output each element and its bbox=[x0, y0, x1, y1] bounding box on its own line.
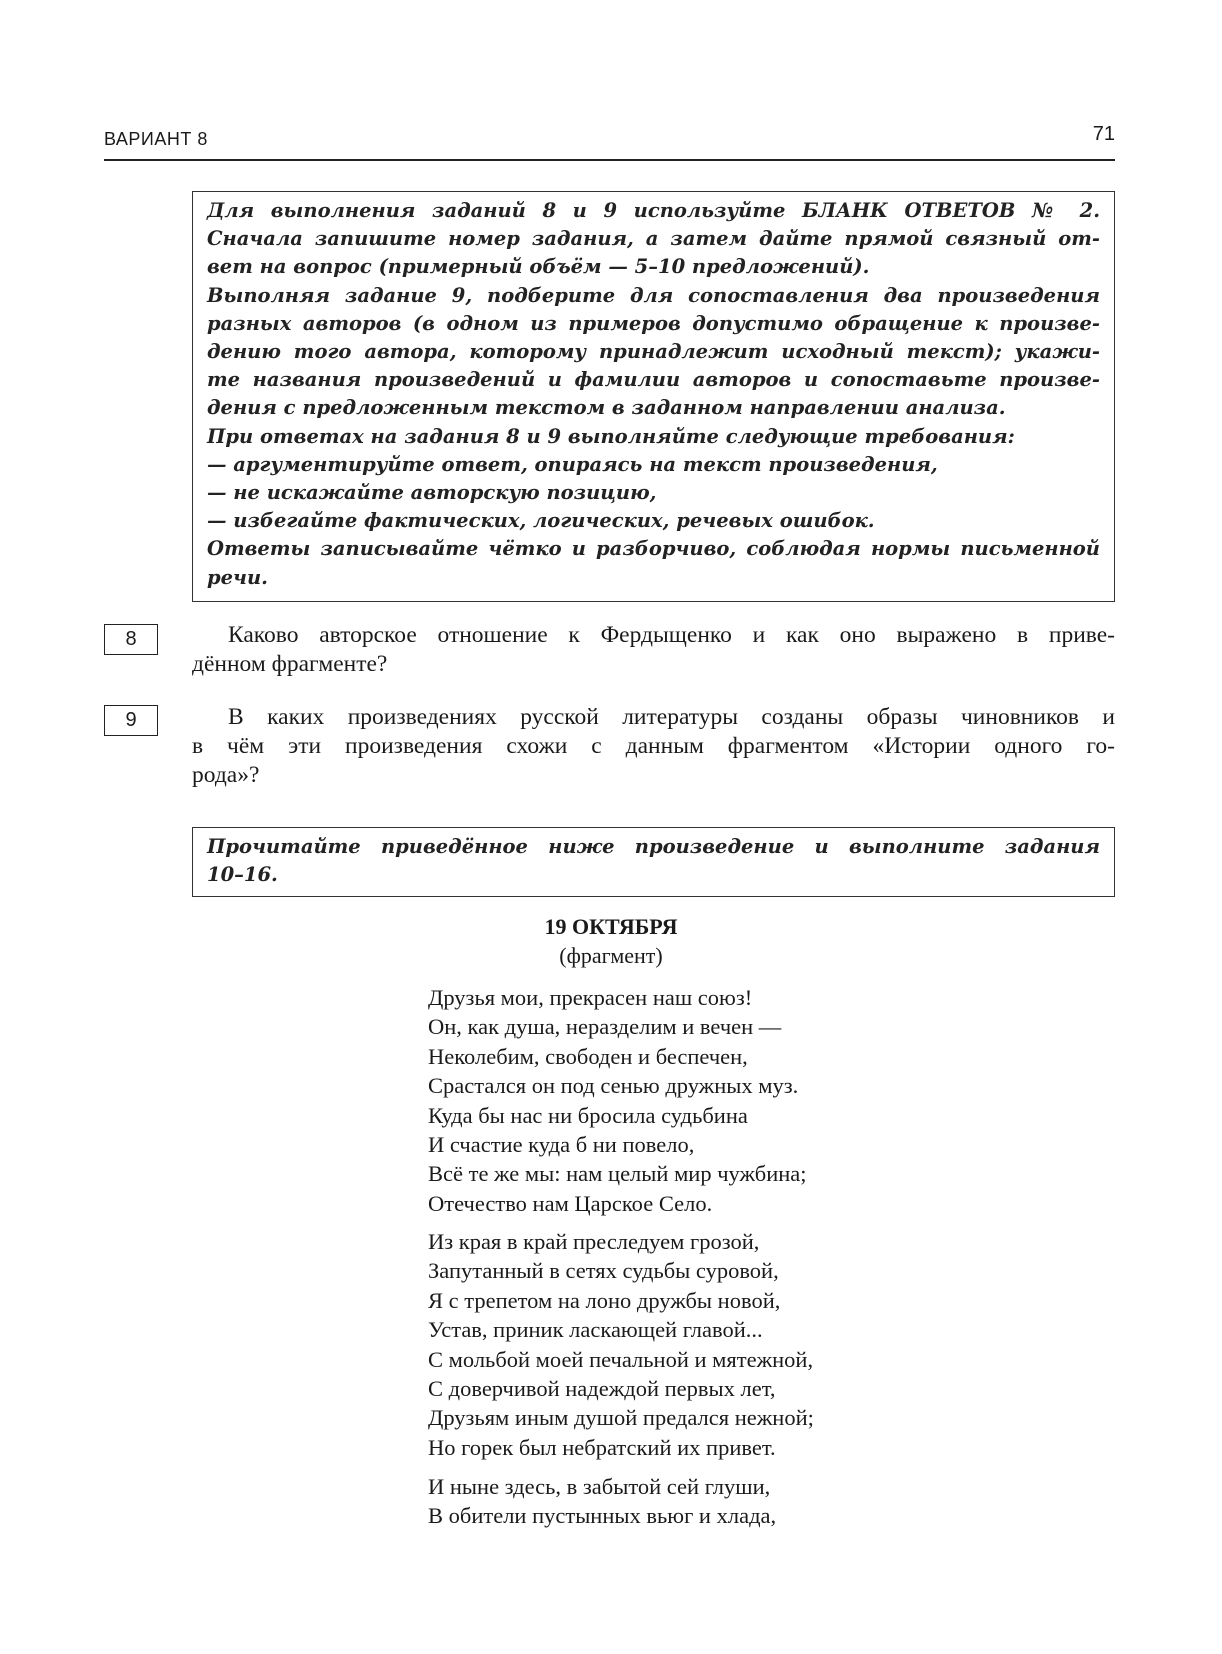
page-header bbox=[104, 119, 1115, 161]
poem-line: Неколебим, свободен и беспечен, bbox=[428, 1043, 748, 1069]
poem-line: Друзьям иным душой предался нежной; bbox=[428, 1405, 814, 1431]
task-question bbox=[192, 621, 1115, 679]
instructions-line: дению того автора, которому принадлежит исходный текст); укажи- bbox=[207, 340, 1100, 364]
poem-line: Устав, приник ласкающей главой... bbox=[428, 1317, 763, 1343]
instructions-line: — аргументируйте ответ, опираясь на текст произведения, bbox=[207, 452, 938, 476]
instructions-line: вет на вопрос (примерный объём — 5–10 предложений). bbox=[207, 255, 870, 279]
poem-line: Но горек был небратский их привет. bbox=[428, 1434, 776, 1460]
instructions-line: Ответы записывайте чётко и разборчиво, соблюдая нормы письменной bbox=[207, 537, 1100, 561]
reading-line: 10–16. bbox=[207, 863, 278, 887]
reading-line: Прочитайте приведённое ниже произведение и выполните задания bbox=[207, 835, 1100, 858]
instructions-line: Выполняя задание 9, подберите для сопоставления два произведения bbox=[207, 283, 1100, 307]
poem-subtitle: (фрагмент) bbox=[559, 943, 663, 968]
task-question-line: в чём эти произведения схожи с данным фрагментом «Истории одного го- bbox=[192, 733, 1115, 759]
instructions-line: речи. bbox=[207, 565, 268, 589]
poem-line: В обители пустынных вьюг и хлада, bbox=[428, 1503, 777, 1529]
page-number: 71 bbox=[1092, 123, 1115, 145]
instructions-line: Сначала запишите номер задания, а затем дайте прямой связный от- bbox=[207, 227, 1100, 251]
poem-stanza bbox=[428, 983, 807, 1218]
task-number-badge: 8 bbox=[104, 624, 158, 655]
instructions-line: Для выполнения заданий 8 и 9 используйте БЛАНК ОТВЕТОВ № 2. bbox=[207, 199, 1100, 222]
task-question-line: рода»? bbox=[192, 762, 260, 788]
instructions-line: разных авторов (в одном из примеров допустимо обращение к произве- bbox=[207, 311, 1100, 335]
task-number-badge: 9 bbox=[104, 705, 158, 736]
task-question-line: Каково авторское отношение к Фердыщенко и как оно выражено в приве- bbox=[228, 622, 1115, 648]
task-question bbox=[192, 703, 1115, 790]
poem-line: Из края в край преследуем грозой, bbox=[428, 1229, 760, 1254]
instructions-line: — избегайте фактических, логических, речевых ошибок. bbox=[207, 509, 875, 533]
instructions-box bbox=[192, 191, 1115, 602]
poem-line: Срастался он под сенью дружных муз. bbox=[428, 1073, 799, 1099]
poem-line: Он, как душа, неразделим и вечен — bbox=[428, 1014, 782, 1040]
poem-line: Я с трепетом на лоно дружбы новой, bbox=[428, 1287, 781, 1313]
poem-line: С доверчивой надеждой первых лет, bbox=[428, 1376, 776, 1402]
instructions-line: — не искажайте авторскую позицию, bbox=[207, 481, 657, 505]
instructions-line: те названия произведений и фамилии авторов и сопоставьте произве- bbox=[207, 368, 1100, 392]
poem-stanza bbox=[428, 1227, 814, 1462]
poem-line: И счастие куда б ни повело, bbox=[428, 1132, 695, 1158]
instructions-line: дения с предложенным текстом в заданном направлении анализа. bbox=[207, 396, 1006, 420]
poem-stanza bbox=[428, 1472, 776, 1531]
poem-line: Запутанный в сетях судьбы суровой, bbox=[428, 1258, 779, 1284]
instructions-line: При ответах на задания 8 и 9 выполняйте следующие требования: bbox=[207, 424, 1015, 448]
task-question-line: В каких произведениях русской литературы созданы образы чиновников и bbox=[228, 704, 1115, 730]
task-question-line: дённом фрагменте? bbox=[192, 651, 388, 677]
poem-line: И ныне здесь, в забытой сей глуши, bbox=[428, 1474, 771, 1499]
reading-instructions-box bbox=[192, 827, 1115, 897]
poem-line: Отечество нам Царское Село. bbox=[428, 1190, 713, 1216]
poem-title: 19 ОКТЯБРЯ bbox=[544, 914, 678, 939]
poem-line: С мольбой моей печальной и мятежной, bbox=[428, 1346, 814, 1372]
poem-line: Всё те же мы: нам целый мир чужбина; bbox=[428, 1161, 807, 1187]
poem-line: Куда бы нас ни бросила судьбина bbox=[428, 1102, 748, 1128]
poem-line: Друзья мои, прекрасен наш союз! bbox=[428, 985, 753, 1010]
variant-label: ВАРИАНТ 8 bbox=[104, 129, 208, 149]
